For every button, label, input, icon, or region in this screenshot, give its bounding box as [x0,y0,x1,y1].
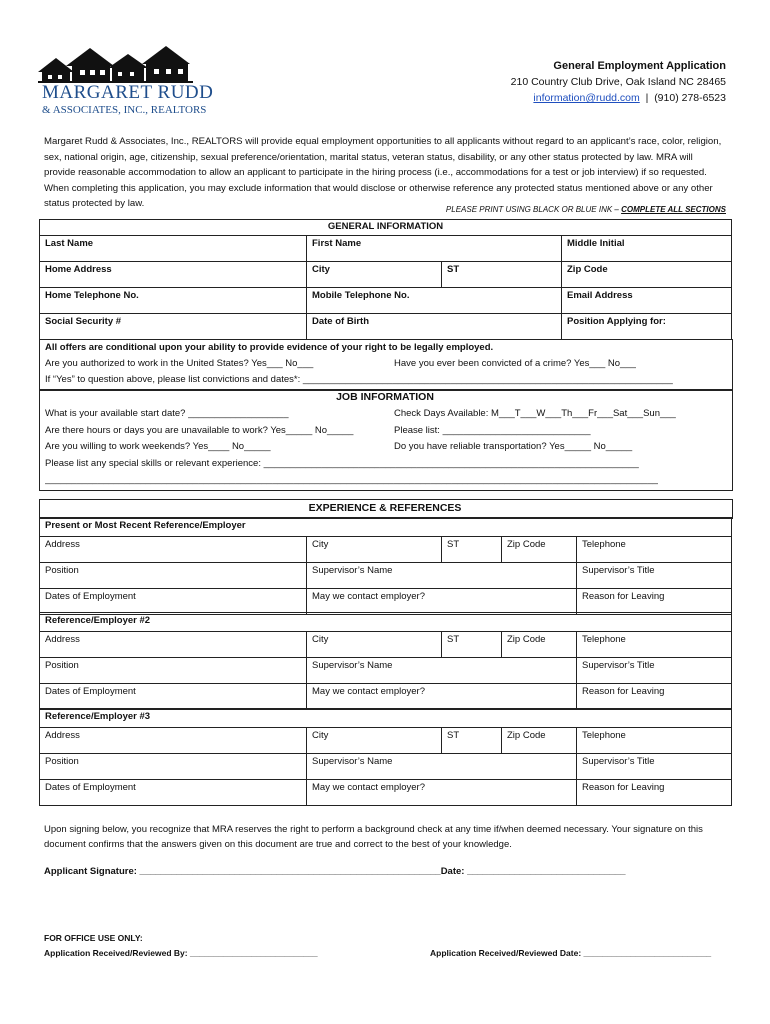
ref-state-field[interactable]: ST [442,728,502,754]
weekends-question[interactable]: Are you willing to work weekends? Yes____ No_____ [45,441,271,452]
days-available[interactable]: Check Days Available: M___T___W___Th___Fr___Sat___Sun___ [394,408,676,419]
ref-zip-field[interactable]: Zip Code [502,537,577,563]
home-address-field[interactable]: Home Address [40,262,307,288]
convictions-list[interactable]: If “Yes” to question above, please list convictions and dates*: ______________________________________________________________________ [45,374,673,385]
ref-city-field[interactable]: City [307,632,442,658]
logo-name: MARGARET RUDD [42,82,214,103]
ref-state-field[interactable]: ST [442,632,502,658]
position-field[interactable]: Position Applying for: [562,314,732,340]
reference-table [39,708,732,806]
experience-title: EXPERIENCE & REFERENCES [308,502,462,514]
signing-statement: Upon signing below, you recognize that MRA reserves the right to perform a background check at any time if/when deemed necessary. Your signature on this document confirms that the answers given on this document are true and correct to the best of your knowledge. [44,824,703,850]
ref-reason-field[interactable]: Reason for Leaving [577,780,732,806]
ref-reason-field[interactable]: Reason for Leaving [577,684,732,710]
start-date-question[interactable]: What is your available start date? ___________________ [45,408,289,419]
reference-heading: Reference/Employer #2 [40,613,732,632]
ref-telephone-field[interactable]: Telephone [577,728,732,754]
logo-subtitle: & ASSOCIATES, INC., REALTORS [42,104,207,116]
ref-position-field[interactable]: Position [40,658,307,684]
ref-address-field[interactable]: Address [40,728,307,754]
ref-state-field[interactable]: ST [442,537,502,563]
transport-question[interactable]: Do you have reliable transportation? Yes_____ No_____ [394,441,633,452]
job-info-title: JOB INFORMATION [336,391,434,403]
ref-reason-field[interactable]: Reason for Leaving [577,589,732,615]
ref-contact-field[interactable]: May we contact employer? [307,589,577,615]
unavailable-list[interactable]: Please list: ____________________________ [394,425,591,436]
ssn-field[interactable]: Social Security # [40,314,307,340]
company-logo [38,44,214,120]
offers-statement: All offers are conditional upon your ability to provide evidence of your right to be legally employed. [45,342,494,353]
received-date-line[interactable]: Application Received/Reviewed Date: ___________________________ [430,948,712,958]
email-link[interactable]: information@rudd.com [533,92,640,104]
ref-zip-field[interactable]: Zip Code [502,728,577,754]
ref-city-field[interactable]: City [307,728,442,754]
ref-supervisor-name-field[interactable]: Supervisor’s Name [307,563,577,589]
ref-contact-field[interactable]: May we contact employer? [307,684,577,710]
separator: | [645,92,649,104]
signature-line[interactable]: Applicant Signature: _________________________________________________________Date: ______________________________ [44,866,626,877]
ref-zip-field[interactable]: Zip Code [502,632,577,658]
ref-supervisor-name-field[interactable]: Supervisor’s Name [307,658,577,684]
company-address: 210 Country Club Drive, Oak Island NC 28465 [510,76,726,88]
city-field[interactable]: City [307,262,442,288]
skills-line[interactable]: ____________________________________________________________________________________________________________________ [45,474,658,485]
ref-supervisor-title-field[interactable]: Supervisor’s Title [577,754,732,780]
reference-heading: Present or Most Recent Reference/Employer [40,518,732,537]
ref-position-field[interactable]: Position [40,754,307,780]
general-info-table [39,219,732,340]
ref-address-field[interactable]: Address [40,632,307,658]
form-title: General Employment Application [553,60,726,72]
phone-number: (910) 278-6523 [654,92,726,104]
ref-supervisor-name-field[interactable]: Supervisor’s Name [307,754,577,780]
ref-city-field[interactable]: City [307,537,442,563]
home-phone-field[interactable]: Home Telephone No. [40,288,307,314]
email-field[interactable]: Email Address [562,288,732,314]
dob-field[interactable]: Date of Birth [307,314,562,340]
houses-icon [38,44,198,84]
unavailable-question[interactable]: Are there hours or days you are unavailable to work? Yes_____ No_____ [45,425,354,436]
state-field[interactable]: ST [442,262,562,288]
ref-contact-field[interactable]: May we contact employer? [307,780,577,806]
general-info-title: GENERAL INFORMATION [40,220,732,236]
ref-dates-field[interactable]: Dates of Employment [40,684,307,710]
ink-note: PLEASE PRINT USING BLACK OR BLUE INK – COMPLETE ALL SECTIONS [445,205,726,214]
ref-position-field[interactable]: Position [40,563,307,589]
ref-telephone-field[interactable]: Telephone [577,537,732,563]
eeo-statement: Margaret Rudd & Associates, Inc., REALTORS will provide equal employment opportunities to all applicants without regard to an applicant’s race, color, religion, sex, national origin, age, citizenship, sexual preference/orientation, marital status, veteran status, disability, or any other status protected by law. MRA will provide reasonable accommodation to allow an applicant to participate in the hiring process (i.e., accommodations for a test or job interview) if so requested. When completing this application, you may exclude information that would disclose or otherwise reference any protected status mentioned above or any other status protected by law. [44,136,722,209]
middle-initial-field[interactable]: Middle Initial [562,236,732,262]
office-use-label: FOR OFFICE USE ONLY: [44,933,143,943]
reference-heading: Reference/Employer #3 [40,709,732,728]
ref-supervisor-title-field[interactable]: Supervisor’s Title [577,563,732,589]
conviction-question[interactable]: Have you ever been convicted of a crime? Yes___ No___ [394,358,636,369]
ref-dates-field[interactable]: Dates of Employment [40,589,307,615]
mobile-phone-field[interactable]: Mobile Telephone No. [307,288,562,314]
contact-line [533,92,726,104]
last-name-field[interactable]: Last Name [40,236,307,262]
ref-address-field[interactable]: Address [40,537,307,563]
ref-supervisor-title-field[interactable]: Supervisor’s Title [577,658,732,684]
skills-question[interactable]: Please list any special skills or relevant experience: _______________________________________________________________________ [45,458,639,469]
ref-telephone-field[interactable]: Telephone [577,632,732,658]
first-name-field[interactable]: First Name [307,236,562,262]
authorized-question[interactable]: Are you authorized to work in the United States? Yes___ No___ [45,358,314,369]
reference-table [39,517,732,615]
ref-dates-field[interactable]: Dates of Employment [40,780,307,806]
zip-field[interactable]: Zip Code [562,262,732,288]
received-by-line[interactable]: Application Received/Reviewed By: ___________________________ [44,948,318,958]
reference-table [39,612,732,710]
